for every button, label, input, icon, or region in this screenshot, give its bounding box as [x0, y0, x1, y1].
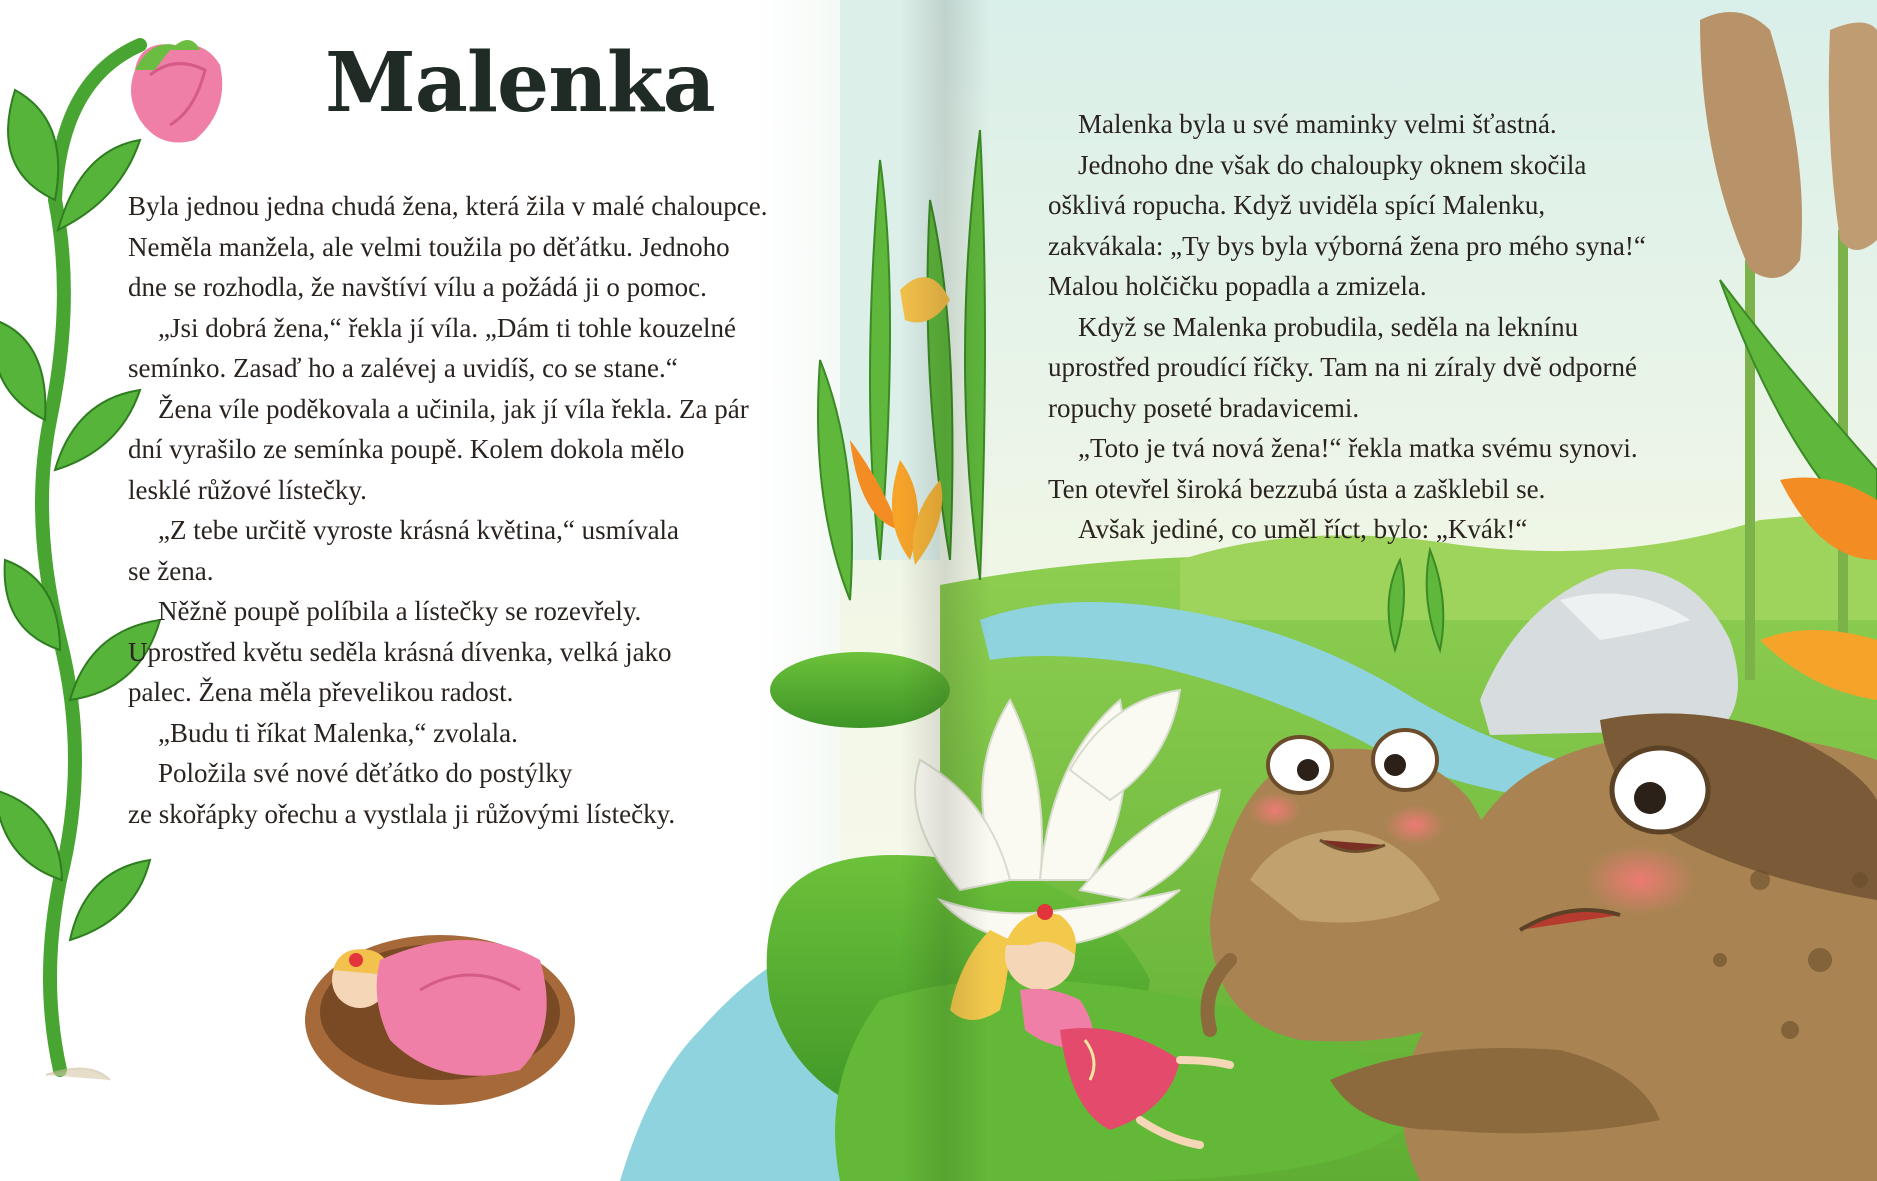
text-line: Malou holčičku popadla a zmizela. — [1048, 271, 1427, 301]
text-line: ze skořápky ořechu a vystlala ji růžovými lístečky. — [128, 798, 676, 829]
text-line: Neměla manžela, ale velmi toužila po děťátku. Jednoho — [128, 231, 730, 262]
text-line: se žena. — [128, 555, 214, 586]
text-line: „Z tebe určitě vyroste krásná květina,“ usmívala — [158, 515, 680, 545]
text-line: Malenka byla u své maminky velmi šťastná. — [1078, 109, 1557, 139]
text-line: palec. Žena měla převelikou radost. — [128, 677, 514, 707]
text-line: „Toto je tvá nová žena!“ řekla matka svému synovi. — [1078, 433, 1638, 463]
text-line: ropuchy poseté bradavicemi. — [1048, 392, 1360, 423]
text-line: zakvákala: „Ty bys byla výborná žena pro mého syna!“ — [1048, 230, 1646, 261]
book-gutter — [900, 0, 990, 1181]
text-line: Byla jednou jedna chudá žena, která žila v malé chaloupce. — [128, 191, 768, 221]
text-line: Něžně poupě políbila a lístečky se rozevřely. — [158, 596, 642, 626]
text-line: dne se rozhodla, že navštíví vílu a požádá ji o pomoc. — [128, 272, 707, 302]
text-line: dní vyrašilo ze semínka poupě. Kolem dokola mělo — [128, 434, 685, 464]
text-line: Když se Malenka probudila, seděla na leknínu — [1078, 311, 1579, 342]
text-line: Uprostřed květu seděla krásná dívenka, velká jako — [128, 636, 672, 667]
left-page-text — [128, 186, 767, 834]
text-line: Avšak jediné, co uměl říct, bylo: „Kvák!“ — [1078, 514, 1528, 544]
right-page-text — [1048, 104, 1646, 550]
text-line: Jednoho dne však do chaloupky oknem skočila — [1078, 149, 1587, 180]
text-line: „Jsi dobrá žena,“ řekla jí víla. „Dám ti tohle kouzelné — [158, 312, 737, 343]
text-line: uprostřed proudící říčky. Tam na ni zíraly dvě odporné — [1048, 352, 1637, 382]
text-line: semínko. Zasaď ho a zalévej a uvidíš, co se stane.“ — [128, 353, 678, 383]
text-line: Položila své nové děťátko do postýlky — [158, 758, 573, 788]
walnut-cradle — [305, 935, 575, 1105]
text-line: lesklé růžové lístečky. — [128, 474, 367, 505]
text-line: „Budu ti říkat Malenka,“ zvolala. — [158, 717, 518, 748]
text-line: Žena víle poděkovala a učinila, jak jí víla řekla. Za pár — [158, 393, 749, 424]
story-title: Malenka — [325, 35, 715, 131]
text-line: Ten otevřel široká bezzubá ústa a zašklebil se. — [1048, 473, 1546, 504]
text-line: ošklivá ropucha. Když uviděla spící Malenku, — [1048, 190, 1546, 220]
